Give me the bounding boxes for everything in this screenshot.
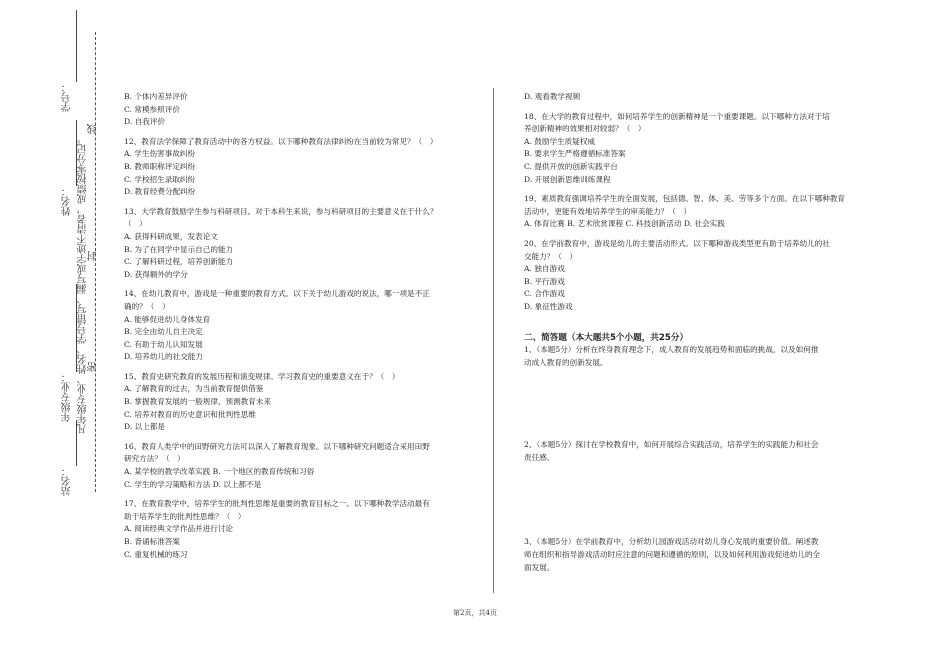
seal-xian: 线 (88, 124, 99, 134)
option: C. 学校招生录取纠纷 (124, 174, 196, 184)
text-line: B. 个体内差异评价 (124, 92, 188, 101)
short-answer-1: 1、（本题5分）分析在终身教育理念下，成人教育的发展趋势和面临的挑战，以及如何推 (524, 345, 819, 355)
question-13-cont: （ ） (124, 219, 147, 229)
short-answer-3-cont: 师在组织和指导游戏活动时应注意的问题和遵循的原则，以及如何利用游戏促进幼儿的全 (524, 550, 821, 560)
option: D. 象征性游戏 (524, 301, 573, 311)
text-line: D. 自我评价 (124, 117, 166, 127)
seal-mi: 密 (88, 362, 99, 372)
answer-space (524, 369, 870, 439)
question-16-cont: 研究方法？（ ） (124, 454, 185, 464)
question-12: 12、教育法学保障了教育活动中的各方权益。以下哪种教育法律纠纷在当前较为常见？（ ） (124, 136, 438, 146)
option: C. 了解科研过程，培养创新能力 (124, 257, 234, 267)
station-blank (76, 420, 77, 466)
option: D. 开展创新思维训练课程 (524, 174, 611, 184)
option: A. 体育比赛 B. 艺术欣赏课程 C. 科技创新活动 D. 社会实践 (524, 219, 725, 229)
question-15: 15、教育史研究教育的发展历程和演变规律。学习教育史的重要意义在于？（ ） (124, 371, 400, 381)
grade-major-label: 年级专业： (62, 372, 73, 422)
question-18-cont: 养创新精神的效果相对较弱？（ ） (524, 124, 646, 134)
option: A. 鼓励学生质疑权威 (524, 136, 596, 146)
option: D. 观看教学视频 (524, 92, 581, 101)
option: A. 获得科研成果，发表论文 (124, 231, 218, 241)
short-answer-3-cont: 面发展。 (524, 562, 555, 572)
option: B. 掌握教育发展的一般规律，预测教育未来 (124, 397, 272, 407)
station-label: 站名： (62, 466, 73, 496)
option: C. 有助于幼儿认知发展 (124, 339, 203, 349)
option: D. 获得额外的学分 (124, 269, 188, 279)
short-answer-3: 3、（本题5分）在学前教育中，分析幼儿园游戏活动对幼儿身心发展的重要价值。阐述教 (524, 537, 819, 547)
question-18: 18、在大学的教育过程中，如何培养学生的创新精神是一个重要课题。以下哪种方法对于培 (524, 111, 830, 121)
question-19-cont: 活动中，更能有效地培养学生的审美能力？（ ） (524, 206, 692, 216)
option: A. 能够促进幼儿身体发育 (124, 314, 211, 324)
option: D. 以上都是 (124, 422, 166, 432)
answer-space (524, 464, 870, 536)
option: B. 教师职称评定纠纷 (124, 161, 196, 171)
column-divider (493, 88, 494, 593)
left-column (124, 91, 470, 561)
option: C. 重复机械的练习 (124, 549, 188, 559)
option: A. 学生伤害事故纠纷 (124, 149, 196, 159)
section-2-title: 二、简答题（本大题共5个小题，共25分） (524, 332, 689, 343)
short-answer-1-cont: 动成人教育的创新发展。 (524, 357, 608, 367)
question-14-cont: 确的？（ ） (124, 301, 170, 311)
question-17: 17、在教育教学中，培养学生的批判性思维是重要的教育目标之一。以下哪种教学活动最有 (124, 499, 430, 509)
question-20: 20、在学前教育中，游戏是幼儿的主要活动形式。以下哪种游戏类型更有助于培养幼儿的社 (524, 238, 830, 248)
right-column (524, 91, 870, 574)
option: B. 背诵标准答案 (124, 537, 180, 546)
option: B. 要求学生严格遵循标准答案 (524, 149, 626, 159)
student-id-blank (76, 10, 77, 82)
option: C. 培养对教育的历史意识和批判性思维 (124, 409, 256, 419)
binding-cut-line (95, 32, 96, 492)
question-20-cont: 交能力？（ ） (524, 251, 578, 261)
student-id-label: 学号： (62, 82, 73, 112)
name-blank (76, 120, 77, 186)
option: D. 培养幼儿的社交能力 (124, 352, 203, 362)
option: A. 某学校的教学改革实践 B. 一个地区的教育传统和习俗 (124, 467, 315, 477)
option: A. 阅读经典文学作品并进行讨论 (124, 524, 234, 534)
short-answer-2-cont: 责任感。 (524, 452, 555, 462)
question-13: 13、大学教育鼓励学生参与科研项目。对于本科生来说，参与科研项目的主要意义在于什么？ (124, 206, 438, 216)
option: A. 了解教育的过去，为当前教育提供借鉴 (124, 384, 264, 394)
option: B. 平行游戏 (524, 276, 565, 286)
question-19: 19、素质教育强调培养学生的全面发展，包括德、智、体、美、劳等多个方面。在以下哪种教育 (524, 194, 846, 204)
grade-major-blank (76, 284, 77, 372)
option: C. 提供开放的创新实践平台 (524, 161, 618, 171)
page-footer: 第2页，共4页 (453, 609, 497, 617)
option: B. 为了在同学中显示自己的能力 (124, 244, 234, 254)
option: A. 独自游戏 (524, 264, 565, 274)
seal-feng: 封 (88, 251, 99, 261)
question-17-cont: 助于培养学生的批判性思维？（ ） (124, 511, 246, 521)
binding-warning: 凡年级专业、姓名、学号错写、漏写或字迹不清者，成绩按零分记。 (78, 134, 89, 434)
question-14: 14、在幼儿教育中，游戏是一种重要的教育方式。以下关于幼儿游戏的说法，哪一项是不正 (124, 289, 430, 299)
question-16: 16、教育人类学中的田野研究方法可以深入了解教育现象。以下哪种研究问题适合采用田野 (124, 441, 430, 451)
name-label: 姓名： (62, 186, 73, 216)
text-line: C. 常模参照评价 (124, 104, 180, 114)
option: D. 教育经费分配纠纷 (124, 187, 196, 197)
short-answer-2: 2、（本题5分）探讨在学校教育中，如何开展综合实践活动，培养学生的实践能力和社会 (524, 440, 819, 450)
option: B. 完全由幼儿自主决定 (124, 327, 203, 337)
option: C. 学生的学习策略和方法 D. 以上都不是 (124, 479, 262, 489)
option: C. 合作游戏 (524, 289, 565, 299)
